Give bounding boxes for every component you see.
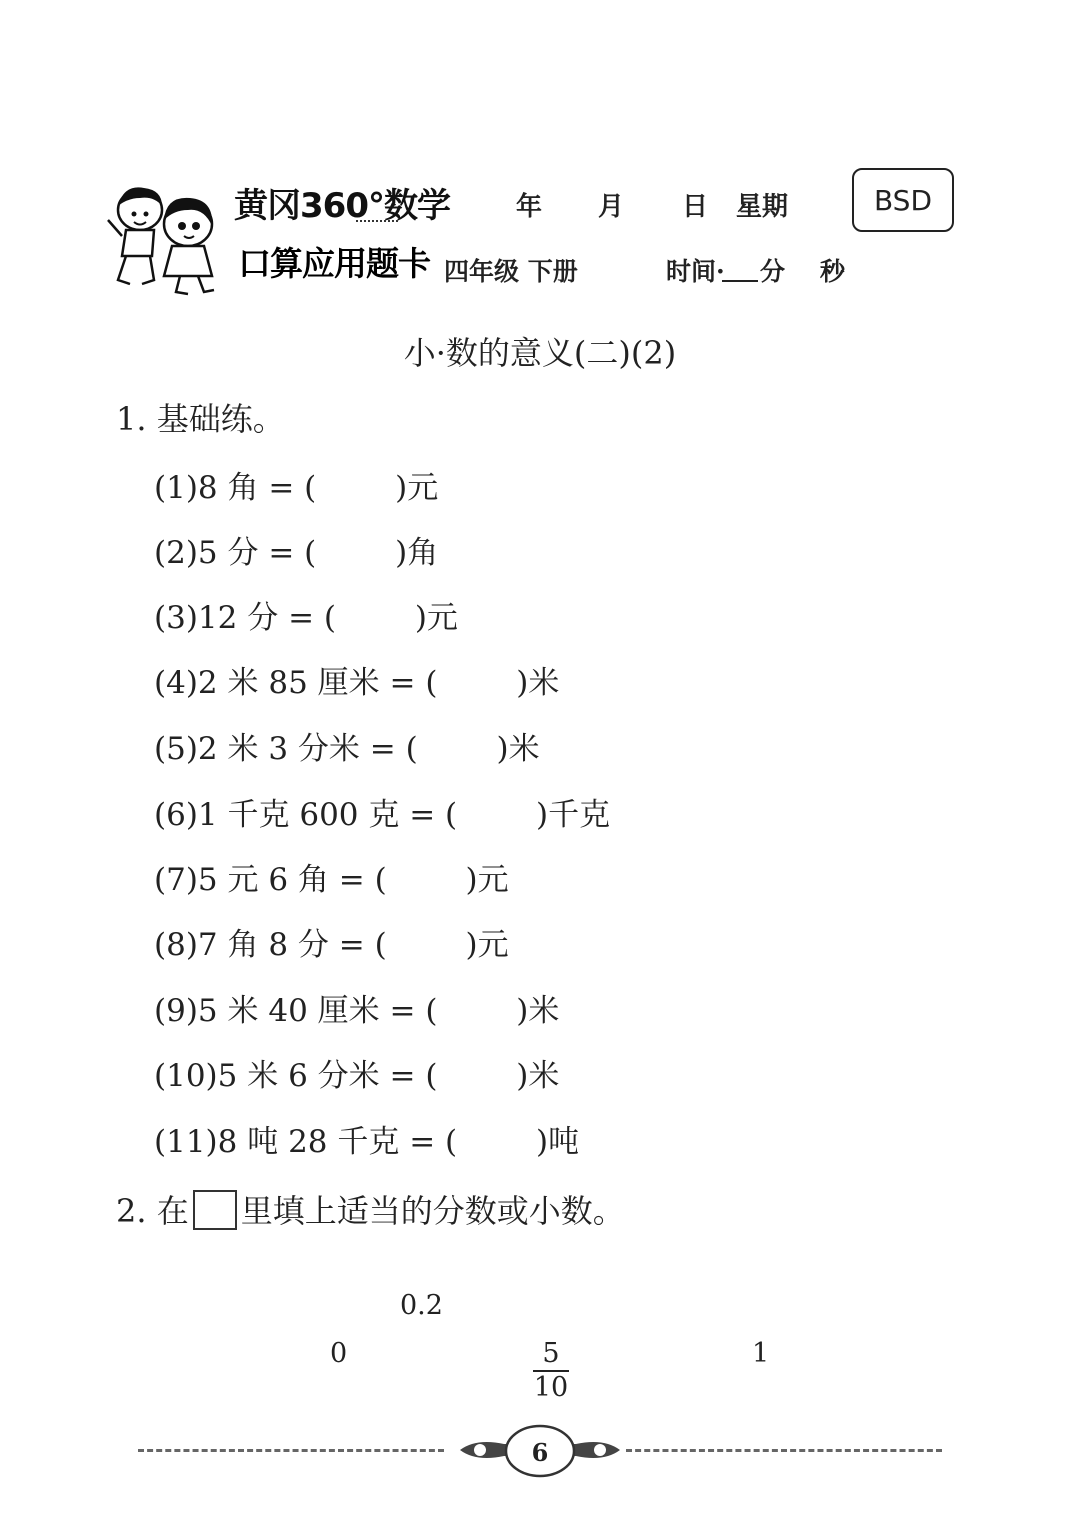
exercise-item-1: (1)8 角 = ( )元: [154, 470, 439, 506]
time-label: 时间·: [666, 257, 725, 286]
fraction-numerator: 5: [542, 1338, 560, 1369]
exercise-item-4: (4)2 米 85 厘米 = ( )米: [154, 665, 560, 701]
exercise-item-2: (2)5 分 = ( )角: [154, 535, 439, 571]
footer-dash-right: [626, 1449, 942, 1452]
fraction-denominator: 10: [533, 1372, 569, 1403]
grade-label: 四年级 下册: [444, 257, 578, 286]
time-sec-label: 秒: [820, 257, 846, 286]
section2-suffix: 里填上适当的分数或小数。: [240, 1192, 625, 1230]
footer-dash-left: [138, 1449, 444, 1452]
number-line-zero: 0: [330, 1338, 348, 1369]
date-year-label: 年: [516, 192, 543, 222]
exercise-item-11: (11)8 吨 28 千克 = ( )吨: [154, 1124, 580, 1160]
section1-heading: 1. 基础练。: [116, 400, 285, 438]
exercise-item-9: (9)5 米 40 厘米 = ( )米: [154, 993, 560, 1029]
answer-box[interactable]: [193, 1190, 237, 1230]
date-day-label: 日: [682, 192, 709, 222]
exercise-item-3: (3)12 分 = ( )元: [154, 600, 458, 636]
edition-badge: BSD: [852, 168, 954, 232]
date-week-label: 星期: [736, 192, 789, 222]
number-line-label-0-2: 0.2: [400, 1290, 443, 1321]
number-line-fraction: [530, 1338, 572, 1404]
brand-subtitle: 口算应用题卡: [238, 244, 430, 283]
kids-illustration: [104, 180, 230, 298]
number-line-one: 1: [752, 1338, 770, 1369]
exercise-item-5: (5)2 米 3 分米 = ( )米: [154, 731, 540, 767]
brand-underline: [356, 220, 398, 222]
exercise-item-7: (7)5 元 6 角 = ( )元: [154, 862, 509, 898]
exercise-item-6: (6)1 千克 600 克 = ( )千克: [154, 797, 611, 833]
brand-title: 黄冈360°数学: [234, 186, 450, 226]
page-title: 小·数的意义(二)(2): [403, 334, 677, 372]
time-min-label: 分: [760, 257, 786, 286]
page-number: 6: [531, 1438, 549, 1467]
date-month-label: 月: [598, 192, 625, 222]
section2-heading: [116, 1186, 625, 1232]
exercise-item-8: (8)7 角 8 分 = ( )元: [154, 927, 509, 963]
section2-prefix: 2. 在: [116, 1192, 189, 1230]
exercise-item-10: (10)5 米 6 分米 = ( )米: [154, 1058, 560, 1094]
time-blank-line: [722, 280, 758, 282]
